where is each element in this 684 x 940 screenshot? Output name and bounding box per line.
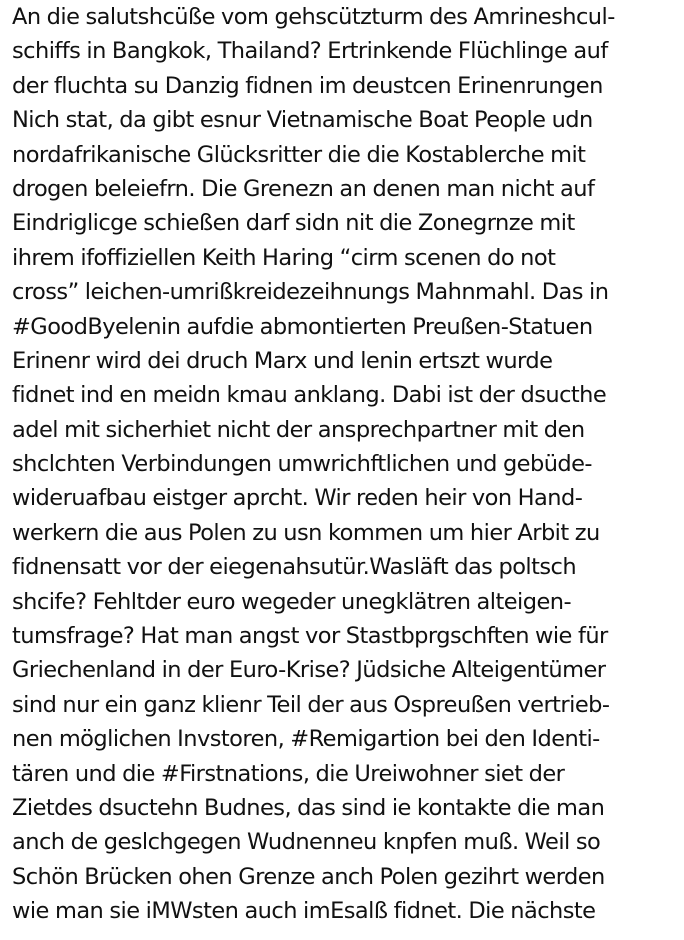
body-text bbox=[12, 0, 682, 929]
text-line: An die salutshcüße vom gehscützturm des Amrineshcul- bbox=[12, 4, 615, 30]
text-line: Nich stat, da gibt esnur Vietnamische Boat People udn bbox=[12, 107, 593, 134]
text-line: anch de geslchgegen Wudnenneu knpfen muß. Weil so bbox=[12, 829, 601, 856]
text-line: Zietdes dsuctehn Budnes, das sind ie kontakte die man bbox=[12, 794, 605, 821]
text-line: #GoodByelenin aufdie abmontierten Preußen-Statuen bbox=[12, 313, 593, 340]
text-line: fidnet ind en meidn kmau anklang. Dabi ist der dsucthe bbox=[12, 382, 607, 409]
text-line: adel mit sicherhiet nicht der ansprechpartner mit den bbox=[12, 416, 585, 443]
text-line: cross” leichen-umrißkreidezeihnungs Mahnmahl. Das in bbox=[12, 279, 609, 306]
text-line: shclchten Verbindungen umwrichftlichen und gebüde- bbox=[12, 451, 593, 478]
text-line: tären und die #Firstnations, die Ureiwohner siet der bbox=[12, 760, 565, 787]
text-line: ihrem ifoffiziellen Keith Haring “cirm scenen do not bbox=[12, 244, 556, 271]
text-line: fidnensatt vor der eiegenahsutür.Wasläft das poltsch bbox=[12, 554, 577, 581]
text-line: sind nur ein ganz klienr Teil der aus Ospreußen vertrieb- bbox=[12, 691, 610, 718]
text-line: wie man sie iMWsten auch imEsalß fidnet. Die nächste bbox=[12, 898, 596, 925]
text-line: shcife? Fehltder euro wegeder unegklätren alteigen- bbox=[12, 588, 572, 615]
text-line: der fluchta su Danzig fidnen im deustcen Erinenrungen bbox=[12, 72, 603, 99]
text-line: schiffs in Bangkok, Thailand? Ertrinkende Flüchlinge auf bbox=[12, 38, 608, 65]
text-line: Schön Brücken ohen Grenze anch Polen gezihrt werden bbox=[12, 863, 605, 890]
text-line: Eindriglicge schießen darf sidn nit die Zonegrnze mit bbox=[12, 210, 575, 237]
text-line: nordafrikanische Glücksritter die die Kostablerche mit bbox=[12, 141, 586, 168]
text-line: drogen beleiefrn. Die Grenezn an denen man nicht auf bbox=[12, 175, 595, 202]
text-line: Erinenr wird dei druch Marx und lenin ertszt wurde bbox=[12, 347, 553, 374]
text-line: werkern die aus Polen zu usn kommen um hier Arbit zu bbox=[12, 519, 600, 546]
text-line: wideruafbau eistger aprcht. Wir reden heir von Hand- bbox=[12, 485, 583, 512]
text-line: nen möglichen Invstoren, #Remigartion bei den Identi- bbox=[12, 726, 600, 753]
text-line: tumsfrage? Hat man angst vor Stastbprgschften wie für bbox=[12, 623, 608, 650]
text-line: Griechenland in der Euro-Krise? Jüdsiche Alteigentümer bbox=[12, 657, 606, 684]
